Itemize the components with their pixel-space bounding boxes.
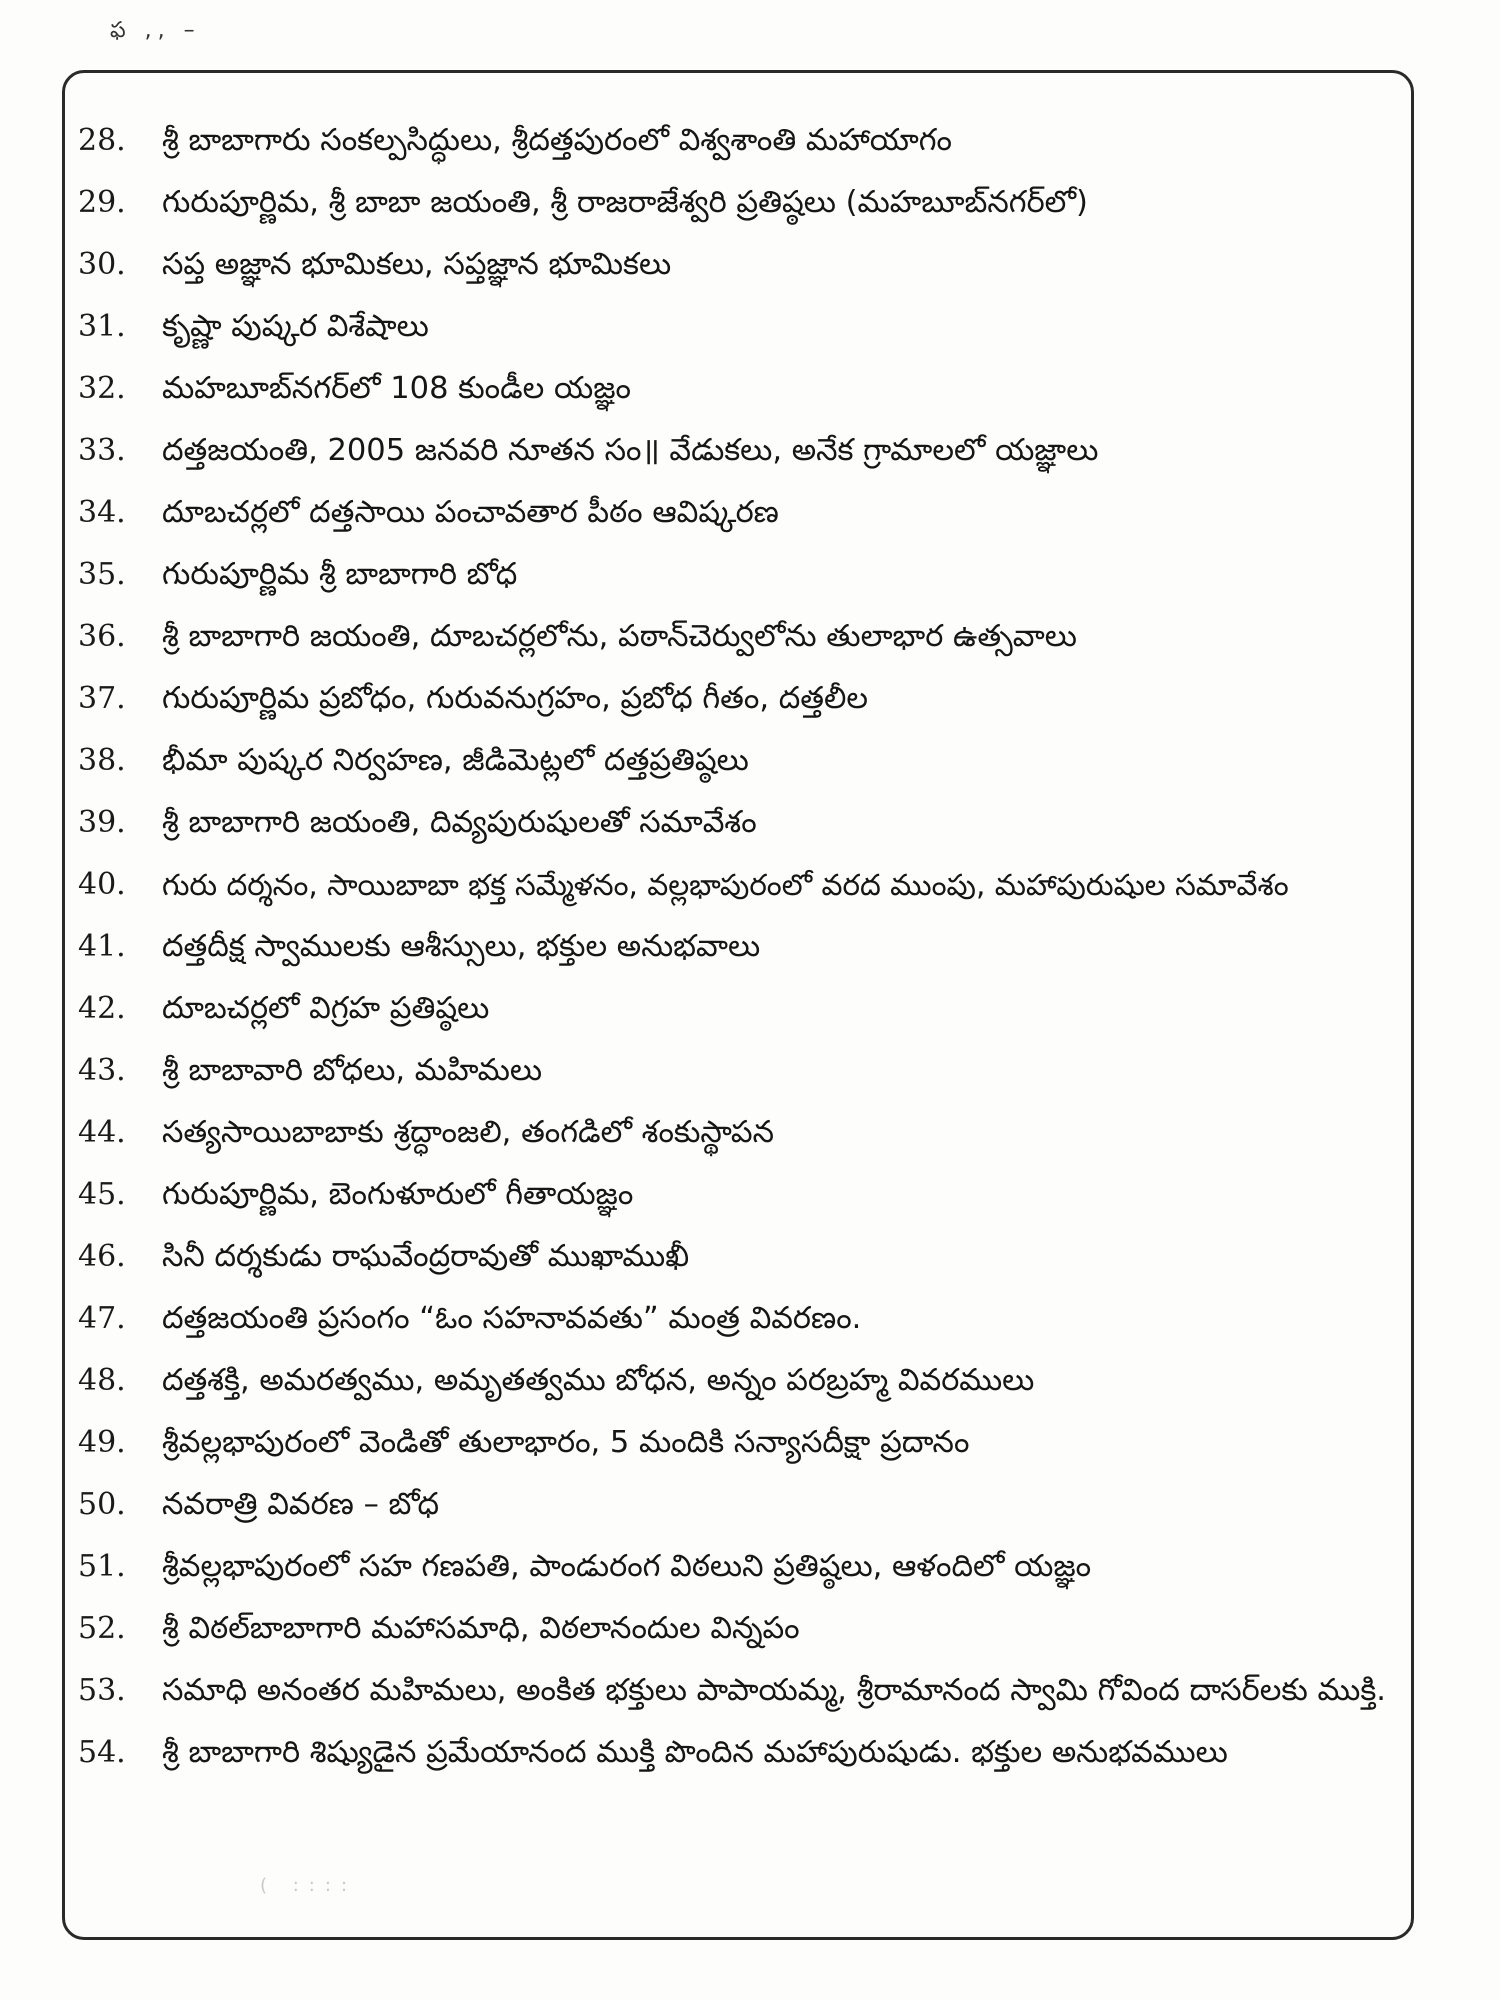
toc-item-title: సమాధి అనంతర మహిమలు, అంకిత భక్తులు పాపాయమ్మ, శ్రీరామానంద స్వామి గోవింద దాసర్‌లకు ముక్తి. xyxy=(162,1673,1386,1708)
toc-item-number: 54. xyxy=(78,1735,126,1770)
toc-item xyxy=(78,1164,1408,1226)
toc-item xyxy=(78,792,1408,854)
toc-item-title: శ్రీ బాబాగారి శిష్యుడైన ప్రమేయానంద ముక్తి పొందిన మహాపురుషుడు. భక్తుల అనుభవములు xyxy=(162,1735,1228,1770)
toc-item-number: 28. xyxy=(78,123,126,158)
toc-item xyxy=(78,482,1408,544)
toc-item-number: 31. xyxy=(78,309,126,344)
toc-item-number: 34. xyxy=(78,495,126,530)
toc-item-title: శ్రీ బాబావారి బోధలు, మహిమలు xyxy=(162,1053,543,1088)
toc-item-title: దూబచర్లలో దత్తసాయి పంచావతార పీఠం ఆవిష్కరణ xyxy=(162,495,779,530)
toc-item-number: 38. xyxy=(78,743,126,778)
toc-item xyxy=(78,1412,1408,1474)
toc-item xyxy=(78,978,1408,1040)
toc-item-title: శ్రీ బాబాగారి జయంతి, దూబచర్లలోను, పఠాన్‌చెర్వులోను తులాభార ఉత్సవాలు xyxy=(162,619,1077,654)
toc-item xyxy=(78,1288,1408,1350)
toc-item xyxy=(78,1598,1408,1660)
toc-item xyxy=(78,358,1408,420)
footer-fragment: ( :::: xyxy=(260,1875,358,1896)
toc-item-title: సత్యసాయిబాబాకు శ్రద్ధాంజలి, తంగడిలో శంకుస్థాపన xyxy=(162,1115,774,1150)
toc-item-title: సినీ దర్శకుడు రాఘవేంద్రరావుతో ముఖాముఖీ xyxy=(162,1239,690,1274)
toc-item-number: 47. xyxy=(78,1301,126,1336)
toc-item-number: 53. xyxy=(78,1673,126,1708)
toc-item-number: 33. xyxy=(78,433,126,468)
toc-item-number: 36. xyxy=(78,619,126,654)
toc-item-number: 49. xyxy=(78,1425,126,1460)
toc-item-title: దత్తశక్తి, అమరత్వము, అమృతత్వము బోధన, అన్నం పరబ్రహ్మ వివరములు xyxy=(162,1363,1035,1398)
toc-item xyxy=(78,1350,1408,1412)
table-of-contents xyxy=(78,110,1408,1784)
toc-item-number: 44. xyxy=(78,1115,126,1150)
toc-item-number: 46. xyxy=(78,1239,126,1274)
toc-item-number: 40. xyxy=(78,867,126,902)
toc-item-title: శ్రీవల్లభాపురంలో సహ గణపతి, పాండురంగ విఠలుని ప్రతిష్ఠలు, ఆళందిలో యజ్ఞం xyxy=(162,1549,1092,1584)
toc-item-title: శ్రీ విఠల్‌బాబాగారి మహాసమాధి, విఠలానందుల విన్నపం xyxy=(162,1611,800,1646)
toc-item-title: శ్రీవల్లభాపురంలో వెండితో తులాభారం, 5 మందికి సన్యాసదీక్షా ప్రదానం xyxy=(162,1425,970,1460)
toc-item-number: 37. xyxy=(78,681,126,716)
toc-item-title: దత్తజయంతి ప్రసంగం “ఓం సహనావవతు” మంత్ర వివరణం. xyxy=(162,1301,862,1336)
toc-item xyxy=(78,668,1408,730)
toc-item-title: సప్త అజ్ఞాన భూమికలు, సప్తజ్ఞాన భూమికలు xyxy=(162,247,672,282)
toc-item-title: దత్తజయంతి, 2005 జనవరి నూతన సం॥ వేడుకలు, అనేక గ్రామాలలో యజ్ఞాలు xyxy=(162,433,1099,468)
toc-item xyxy=(78,420,1408,482)
toc-item-title: శ్రీ బాబాగారి జయంతి, దివ్యపురుషులతో సమావేశం xyxy=(162,805,757,840)
toc-item-title: నవరాత్రి వివరణ – బోధ xyxy=(162,1487,440,1522)
toc-item xyxy=(78,296,1408,358)
toc-item-number: 35. xyxy=(78,557,126,592)
header-fragment: ఫ ,, – xyxy=(110,18,201,43)
toc-item-title: గురుపూర్ణిమ ప్రబోధం, గురువనుగ్రహం, ప్రబోధ గీతం, దత్తలీల xyxy=(162,681,868,716)
toc-item xyxy=(78,854,1408,916)
toc-item-title: భీమా పుష్కర నిర్వహణ, జీడిమెట్లలో దత్తప్రతిష్ఠలు xyxy=(162,743,749,778)
toc-item-number: 30. xyxy=(78,247,126,282)
toc-item xyxy=(78,1102,1408,1164)
toc-item-number: 43. xyxy=(78,1053,126,1088)
toc-item xyxy=(78,606,1408,668)
toc-item-number: 51. xyxy=(78,1549,126,1584)
toc-item-number: 50. xyxy=(78,1487,126,1522)
toc-item-number: 42. xyxy=(78,991,126,1026)
toc-item xyxy=(78,234,1408,296)
toc-item xyxy=(78,1226,1408,1288)
toc-item-title: దత్తదీక్ష స్వాములకు ఆశీస్సులు, భక్తుల అనుభవాలు xyxy=(162,929,761,964)
toc-item xyxy=(78,1722,1408,1784)
toc-item-title: కృష్ణా పుష్కర విశేషాలు xyxy=(162,309,429,344)
toc-item-title: గురుపూర్ణిమ శ్రీ బాబాగారి బోధ xyxy=(162,557,518,592)
toc-item-title: దూబచర్లలో విగ్రహ ప్రతిష్ఠలు xyxy=(162,991,490,1026)
toc-item xyxy=(78,1040,1408,1102)
toc-item-title: గురుపూర్ణిమ, బెంగుళూరులో గీతాయజ్ఞం xyxy=(162,1177,634,1212)
toc-item-number: 45. xyxy=(78,1177,126,1212)
toc-item xyxy=(78,1536,1408,1598)
toc-item xyxy=(78,730,1408,792)
toc-item xyxy=(78,1660,1408,1722)
toc-item-title: గురుపూర్ణిమ, శ్రీ బాబా జయంతి, శ్రీ రాజరాజేశ్వరి ప్రతిష్ఠలు (మహబూబ్‌నగర్‌లో) xyxy=(162,185,1088,220)
toc-item-number: 41. xyxy=(78,929,126,964)
toc-item-number: 39. xyxy=(78,805,126,840)
toc-item-title: శ్రీ బాబాగారు సంకల్పసిద్ధులు, శ్రీదత్తపురంలో విశ్వశాంతి మహాయాగం xyxy=(162,123,952,158)
toc-item xyxy=(78,1474,1408,1536)
toc-item xyxy=(78,110,1408,172)
toc-item xyxy=(78,916,1408,978)
toc-item-number: 48. xyxy=(78,1363,126,1398)
toc-item-number: 29. xyxy=(78,185,126,220)
toc-item-number: 32. xyxy=(78,371,126,406)
toc-item-number: 52. xyxy=(78,1611,126,1646)
toc-item xyxy=(78,544,1408,606)
toc-item-title: గురు దర్శనం, సాయిబాబా భక్త సమ్మేళనం, వల్లభాపురంలో వరద ముంపు, మహాపురుషుల సమావేశం xyxy=(162,868,1289,902)
toc-item-title: మహబూబ్‌నగర్‌లో 108 కుండీల యజ్ఞం xyxy=(162,371,631,406)
toc-item xyxy=(78,172,1408,234)
